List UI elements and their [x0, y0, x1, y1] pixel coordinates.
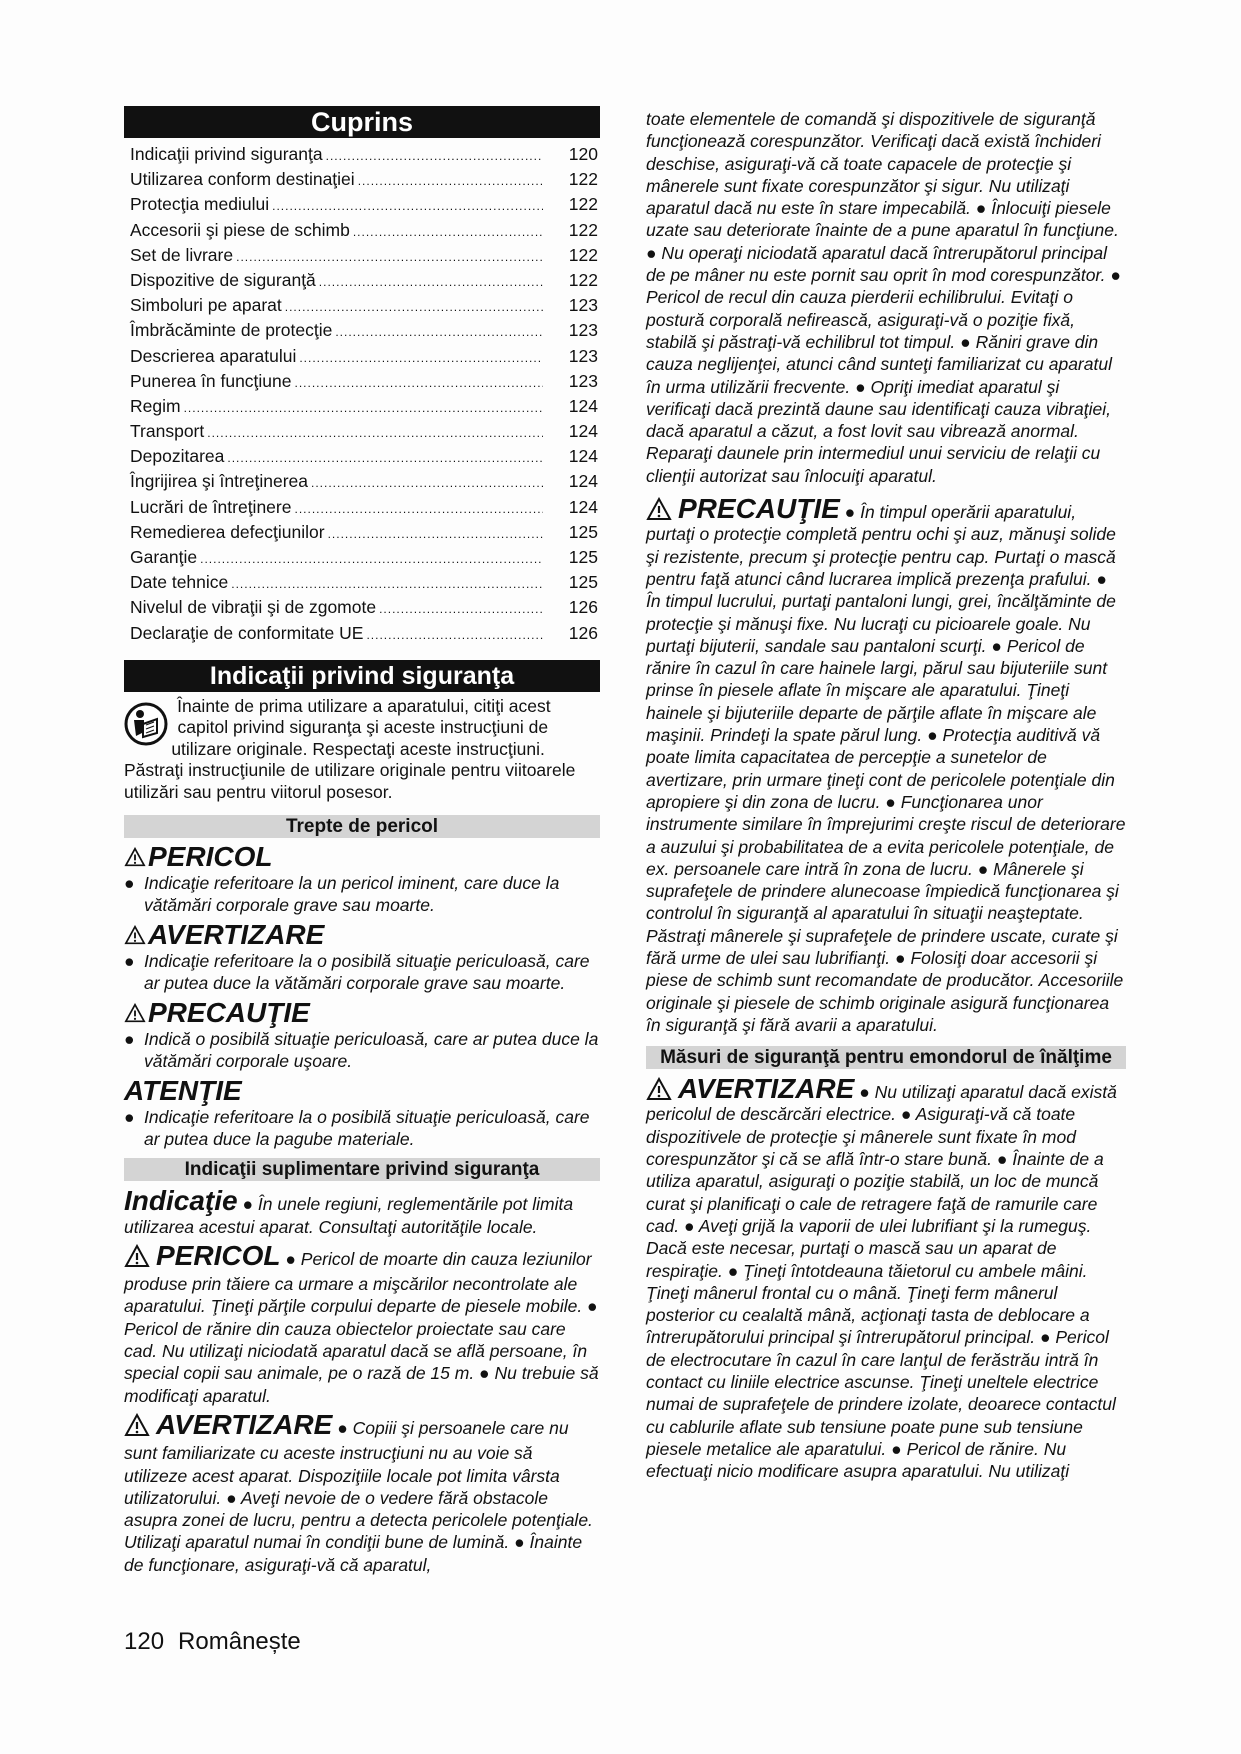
toc-entry-label: Îmbrăcăminte de protecţie [130, 320, 333, 341]
toc-dot-leader [184, 396, 543, 421]
toc-dot-leader [299, 346, 543, 371]
toc-dot-leader [358, 169, 543, 194]
toc-entry-page: 124 [568, 496, 598, 517]
hazard-level-text: Indicaţie referitoare la o posibilă situaţie periculoasă, care ar putea duce la vătămări corporale grave sau moarte. [144, 951, 590, 994]
toc-entry-label: Date tehnice [130, 572, 229, 593]
warning-triangle-icon [124, 925, 146, 945]
hazard-level [124, 1076, 600, 1150]
toc-entry[interactable] [130, 293, 598, 318]
toc-entry-label: Utilizarea conform destinaţiei [130, 169, 355, 190]
toc-entry-label: Declaraţie de conformitate UE [130, 622, 364, 643]
toc-entry[interactable] [130, 419, 598, 444]
toc-entry[interactable] [130, 344, 598, 369]
toc-entry-label: Dispozitive de siguranţă [130, 269, 316, 290]
toc-dot-leader [328, 522, 543, 547]
toc-dot-leader [319, 270, 543, 295]
bullet-icon: ● [124, 873, 135, 894]
toc-entry-label: Îngrijirea şi întreţinerea [130, 471, 308, 492]
toc-dot-leader [227, 446, 543, 471]
additional-safety-block [124, 1408, 600, 1576]
warning-triangle-icon [124, 1003, 146, 1023]
warning-paragraph [646, 1075, 1126, 1482]
toc-entry[interactable] [130, 318, 598, 343]
toc-entry-page: 122 [568, 269, 598, 290]
toc-dot-leader [236, 245, 543, 270]
toc-entry-page: 125 [568, 572, 598, 593]
hazard-level-name: PERICOL [148, 841, 273, 873]
warning-triangle-icon [646, 497, 672, 521]
toc-entry[interactable] [130, 192, 598, 217]
additional-keyword: Indicaţie [124, 1185, 238, 1217]
safety-section-title: Indicaţii privind siguranţa [124, 660, 600, 692]
toc-entry-page: 124 [568, 421, 598, 442]
toc-dot-leader [295, 371, 543, 396]
additional-safety-block [124, 1239, 600, 1407]
hazard-level-text: Indicaţie referitoare la un pericol iminent, care duce la vătămări corporale grave sau moarte. [144, 873, 560, 916]
toc-dot-leader [353, 220, 543, 245]
toc-entry-label: Depozitarea [130, 446, 225, 467]
warning-text: ● Nu utilizaţi aparatul dacă există pericolul de descărcări electrice. ● Asiguraţi-vă că toate dispozitivele de protecţie şi mânerele sunt fixate în mod corespunzător şi că se află într-o stare bună. ● Înainte de a utiliza aparatul, asiguraţi o poziţie stabilă, un loc de muncă curat şi planificaţi o cale de retragere faţă de ramurile care cad. ● Aveţi grijă la vaporii de ulei lubrifiant şi la rumeguş. Dacă este necesar, purtaţi o mască sau un aparat de respiraţie. ● Ţineţi întotdeauna tăietorul cu ambele mâini. Ţineţi mânerul frontal cu o mână. Ţineţi ferm mânerul posterior cu cealaltă mână, acţionaţi tasta de deblocare a întrerupătorului principal şi întrerupătorul principal. ● Pericol de electrocutare în cazul în care lanţul de ferăstrău intră în contact cu liniile electrice ascunse. Ţineţi uneltele electrice numai de suprafeţele de prindere izolate, deoarece contactul cu cablurile aflate sub tensiune poate pune sub tensiune piesele metalice ale aparatului. ● Pericol de rănire. Nu efectuaţi nicio modificare asupra aparatului. Nu utilizaţi [646, 1082, 1117, 1482]
toc-entry-page: 122 [568, 169, 598, 190]
table-of-contents [124, 142, 600, 646]
toc-entry-label: Lucrări de întreţinere [130, 496, 292, 517]
footer-language: Românește [178, 1628, 301, 1655]
toc-entry-page: 125 [568, 521, 598, 542]
hazard-levels-title: Trepte de pericol [124, 815, 600, 838]
toc-entry-label: Accesorii şi piese de schimb [130, 219, 350, 240]
toc-dot-leader [231, 572, 543, 597]
toc-entry[interactable] [130, 621, 598, 646]
toc-dot-leader [326, 144, 543, 169]
toc-entry[interactable] [130, 520, 598, 545]
toc-dot-leader [366, 623, 543, 648]
page-footer [124, 1628, 315, 1656]
hazard-level [124, 920, 600, 994]
warning-triangle-icon [124, 847, 146, 867]
hazard-level-heading [124, 998, 600, 1028]
hazard-level-heading [124, 842, 600, 872]
toc-title: Cuprins [124, 106, 600, 138]
hazard-level-description [124, 872, 600, 916]
toc-entry[interactable] [130, 469, 598, 494]
toc-entry-page: 122 [568, 219, 598, 240]
toc-entry-label: Protecţia mediului [130, 194, 270, 215]
hazard-level [124, 842, 600, 916]
toc-dot-leader [285, 295, 543, 320]
additional-keyword: PERICOL [156, 1239, 281, 1271]
right-intro-paragraph: toate elementele de comandă şi dispozitivele de siguranţă funcţionează corespunzător. Verificaţi dacă există închideri deschise, asiguraţi-vă că toate capacele de protecţie şi mânerele sunt fixate corespunzător şi sigur. Nu utilizaţi aparatul dacă nu este în stare impecabilă. ● Înlocuiţi piesele uzate sau deteriorate înainte de a pune aparatul în funcţiune. ● Nu operaţi niciodată aparatul dacă întrerupătorul principal de pe mâner nu este pornit sau oprit în mod corespunzător. ● Pericol de recul din cauza pierderii echilibrului. Evitaţi o postură corporală nefirească, asiguraţi-vă o poziţie fixă, stabilă şi păstraţi-vă echilibrul tot timpul. ● Răniri grave din cauza neglijenţei, atunci când sunteţi familiarizat cu aparatul în urma utilizării frecvente. ● Opriţi imediat aparatul şi verificaţi dacă prezintă daune sau identificaţi cauza vibraţiei, dacă aparatul a căzut, a fost lovit sau vibrează anormal. Reparaţi daunele prin intermediul unui serviciu de relaţii cu clienţii autorizat sau înlocuiţi aparatul. [646, 109, 1121, 486]
toc-entry[interactable] [130, 545, 598, 570]
toc-entry[interactable] [130, 444, 598, 469]
toc-entry-page: 126 [568, 597, 598, 618]
toc-entry-page: 125 [568, 547, 598, 567]
hazard-level-text: Indică o posibilă situaţie periculoasă, care ar putea duce la vătămări corporale uşoare. [144, 1029, 599, 1072]
toc-entry[interactable] [130, 369, 598, 394]
toc-entry-label: Regim [130, 395, 181, 416]
hazard-level-name: AVERTIZARE [148, 919, 325, 951]
hazard-level-name: ATENŢIE [124, 1075, 242, 1107]
safety-intro-text: Înainte de prima utilizare a aparatului, citiţi acest capitol privind siguranţa şi aceste instrucţiuni de utilizare originale. Respectaţi aceste instrucţiuni. Păstraţi instrucţiunile de utilizare originale pentru viitoarele utilizări sau pentru viitorul posesor. [124, 695, 576, 802]
hazard-level-text: Indicaţie referitoare la o posibilă situaţie periculoasă, care ar putea duce la pagube materiale. [144, 1107, 590, 1150]
toc-entry-page: 124 [568, 395, 598, 416]
toc-entry-label: Punerea în funcţiune [130, 370, 292, 391]
additional-text: ● Pericol de moarte din cauza leziunilor produse prin tăiere ca urmare a mişcărilor necontrolate ale aparatului. Ţineţi părţile corpului departe de piesele mobile. ● Pericol de rănire din cauza obiectelor proiectate sau care cad. Nu utilizaţi niciodată aparatul dacă se află persoane, în special copii sau animale, pe o rază de 15 m. ● Nu trebuie să modificaţi aparatul. [124, 1248, 599, 1406]
toc-dot-leader [207, 421, 543, 446]
toc-entry[interactable] [130, 495, 598, 520]
additional-safety-list [124, 1187, 600, 1576]
toc-entry-page: 123 [568, 345, 598, 366]
bullet-icon: ● [124, 951, 135, 972]
toc-dot-leader [311, 471, 543, 496]
toc-entry[interactable] [130, 394, 598, 419]
toc-entry[interactable] [130, 570, 598, 595]
additional-safety-block [124, 1187, 600, 1238]
toc-dot-leader [200, 547, 543, 572]
toc-entry-label: Transport [130, 421, 205, 442]
additional-text: ● Copiii şi persoanele care nu sunt familiarizate cu aceste instrucţiuni nu au voie să utilizeze acest aparat. Dispoziţiile locale pot limita vârsta utilizatorului. ● Aveţi nevoie de o vedere fără obstacole asupra zonei de lucru, pentru a detecta pericolele potenţiale. Utilizaţi aparatul numai în condiţii bune de lumină. ● Înainte de funcţionare, asiguraţi-vă că aparatul, [124, 1417, 593, 1575]
warning-triangle-icon [124, 1244, 150, 1268]
toc-entry-page: 124 [568, 471, 598, 492]
toc-entry-label: Set de livrare [130, 244, 234, 265]
toc-entry-page: 124 [568, 446, 598, 467]
read-manual-icon [124, 702, 168, 746]
caution-keyword: PRECAUŢIE [678, 493, 840, 525]
page-number: 120 [124, 1628, 165, 1655]
warning-triangle-icon [646, 1077, 672, 1101]
toc-entry-label: Simboluri pe aparat [130, 295, 282, 316]
additional-keyword: AVERTIZARE [156, 1408, 333, 1440]
warning-keyword: AVERTIZARE [678, 1073, 855, 1105]
caution-paragraph [646, 495, 1126, 1036]
toc-dot-leader [272, 194, 543, 219]
toc-entry-label: Garanţie [130, 547, 198, 567]
toc-entry[interactable] [130, 167, 598, 192]
toc-entry[interactable] [130, 218, 598, 243]
hazard-level-description [124, 950, 600, 994]
hazard-level-description [124, 1106, 600, 1150]
toc-entry[interactable] [130, 243, 598, 268]
bullet-icon: ● [124, 1029, 135, 1050]
hazard-level-heading [124, 920, 600, 950]
toc-entry-page: 123 [568, 370, 598, 391]
toc-entry-page: 120 [568, 144, 598, 164]
toc-entry-label: Nivelul de vibraţii şi de zgomote [130, 597, 377, 618]
toc-entry[interactable] [130, 268, 598, 293]
additional-text: ● În unele regiuni, reglementările pot limita utilizarea acestui aparat. Consultaţi autorităţile locale. [124, 1194, 574, 1237]
toc-dot-leader [335, 320, 543, 345]
right-column [646, 108, 1126, 1483]
hazard-level-name: PRECAUŢIE [148, 997, 310, 1029]
warning-triangle-icon [124, 1413, 150, 1437]
safety-intro [124, 696, 600, 804]
hazard-level-description [124, 1028, 600, 1072]
toc-entry-page: 123 [568, 320, 598, 341]
hazard-level [124, 998, 600, 1072]
toc-entry[interactable] [130, 142, 598, 167]
toc-entry-label: Descrierea aparatului [130, 345, 297, 366]
measures-title: Măsuri de siguranţă pentru emondorul de înălţime [646, 1046, 1126, 1069]
hazard-level-heading [124, 1076, 600, 1106]
caution-text: ● În timpul operării aparatului, purtaţi o protecţie completă pentru ochi şi auz, mănuşi solide şi rezistente, precum şi protecţie pentru cap. Purtaţi o mască pentru faţă atunci când lucrarea implică prezenţa prafului. ● În timpul lucrului, purtaţi pantaloni lungi, grei, încălţăminte de protecţie şi mănuşi fixe. Nu lucraţi cu picioarele goale. Nu purtaţi bijuterii, sandale sau pantaloni scurţi. ● Pericol de rănire în cazul în care hainele largi, părul sau bijuteriile sunt prinse în piesele aflate în mişcare ale aparatului. Ţineţi hainele şi bijuteriile departe de părţile aflate în mişcare ale maşinii. Prindeţi la spate părul lung. ● Protecţia auditivă vă poate limita capacitatea de percepţie a sunetelor de avertizare, prin urmare ţineţi cont de pericolele potenţiale din apropiere şi din zona de lucru. ● Funcţionarea unor instrumente similare în împrejurimi creşte riscul de deteriorare a auzului şi probabilitatea de a evita pericolele potenţiale, de ex. persoanele care intră în zona de lucru. ● Mânerele şi suprafeţele de prindere alunecoase împiedică funcţionarea şi controlul în siguranţă al aparatului în situaţii neaşteptate. Păstraţi mânerele şi suprafeţele de prindere uscate, curate şi fără urme de ulei sau lubrifianţi. ● Folosiţi doar accesorii şi piese de schimb sunt recomandate de producător. Accesoriile originale şi piesele de schimb originale asigură funcţionarea în siguranţă şi fără avarii a aparatului. [646, 502, 1126, 1035]
toc-dot-leader [379, 597, 543, 622]
toc-entry-label: Indicaţii privind siguranţa [130, 144, 323, 164]
toc-entry-page: 122 [568, 194, 598, 215]
toc-entry-label: Remedierea defecţiunilor [130, 521, 325, 542]
toc-dot-leader [294, 497, 543, 522]
bullet-icon: ● [124, 1107, 135, 1128]
toc-entry[interactable] [130, 595, 598, 620]
toc-entry-page: 122 [568, 244, 598, 265]
additional-safety-title: Indicaţii suplimentare privind siguranţa [124, 1158, 600, 1181]
toc-entry-page: 126 [568, 622, 598, 643]
hazard-levels-list [124, 842, 600, 1150]
toc-entry-page: 123 [568, 295, 598, 316]
left-column [124, 106, 600, 1576]
